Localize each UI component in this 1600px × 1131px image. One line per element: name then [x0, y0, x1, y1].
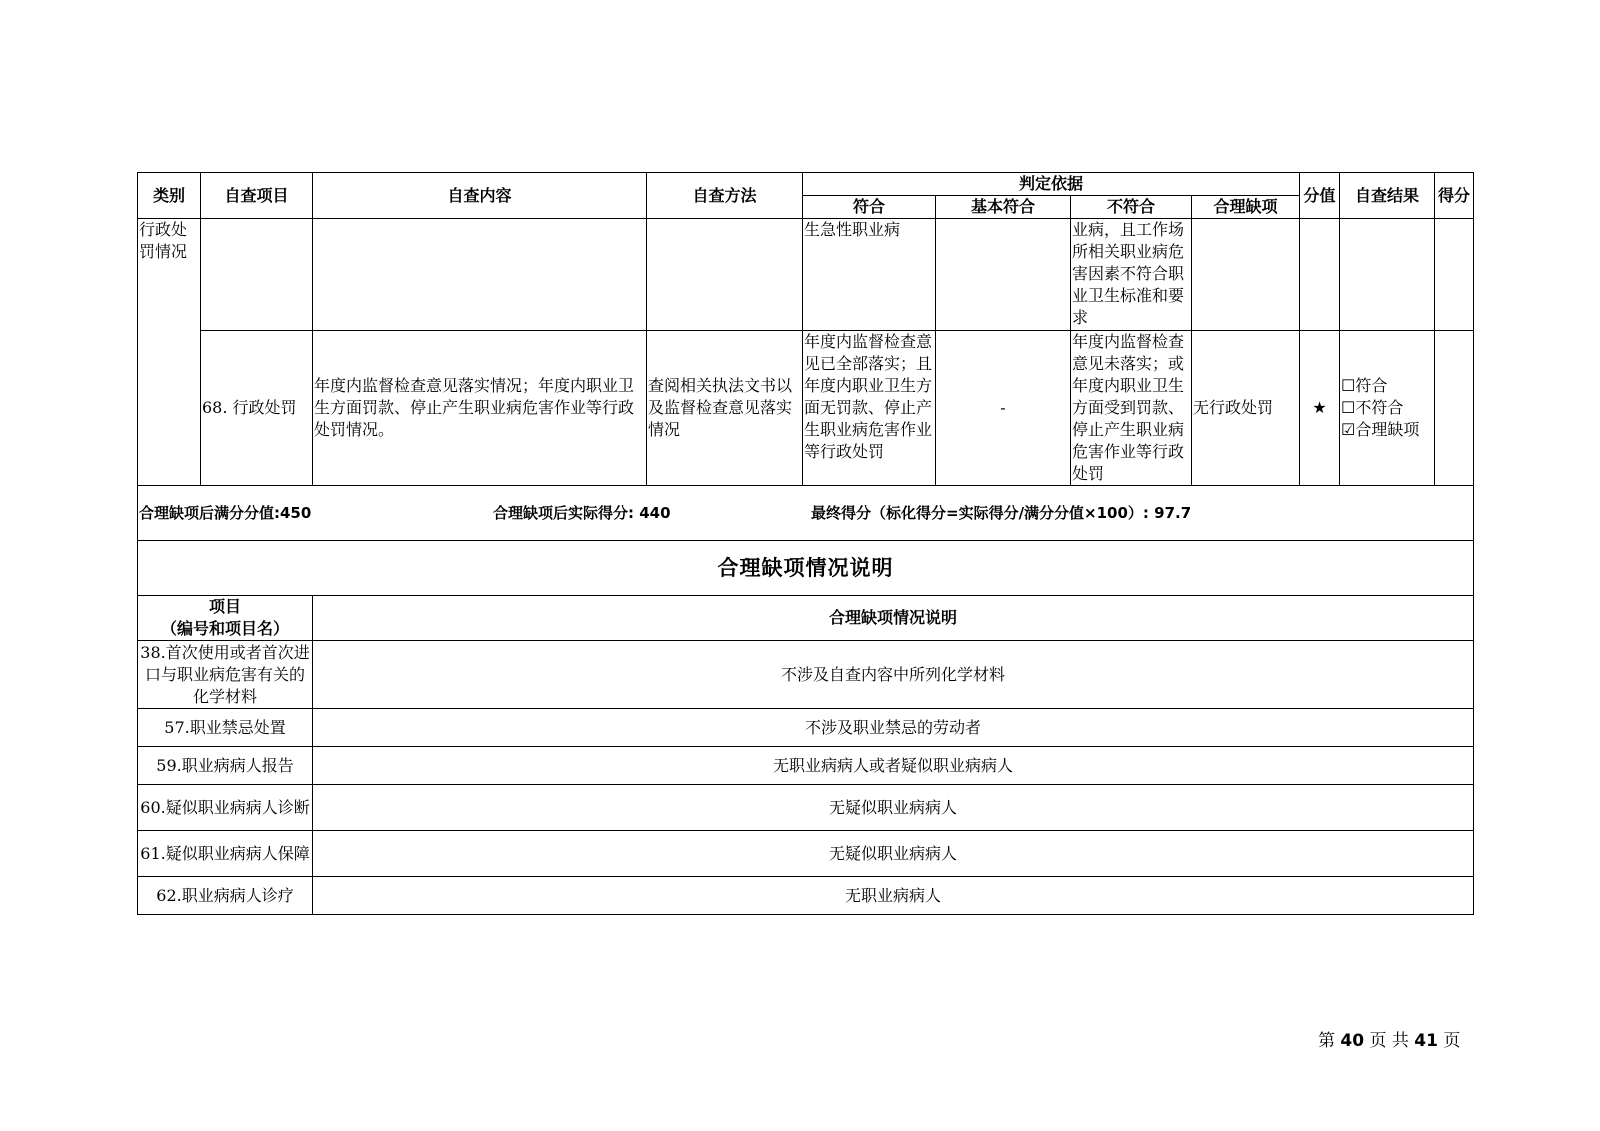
- nonconform-cell: 业病，且工作场所相关职业病危害因素不符合职业卫生标准和要求: [1071, 219, 1192, 331]
- explanation-desc: 无职业病病人: [313, 877, 1474, 915]
- score-cell: [1435, 219, 1474, 331]
- item-cell: 68. 行政处罚: [201, 331, 313, 486]
- page-footer: [1318, 1026, 1460, 1051]
- basic-conform-cell: -: [936, 331, 1071, 486]
- header-conform: 符合: [803, 196, 936, 219]
- content-cell: [313, 219, 647, 331]
- explanation-desc: 不涉及自查内容中所列化学材料: [313, 641, 1474, 709]
- header-method: 自查方法: [647, 173, 803, 219]
- actual-score-text: 合理缺项后实际得分: 440: [493, 504, 671, 522]
- table-row: [138, 219, 1474, 331]
- header-basic-conform: 基本符合: [936, 196, 1071, 219]
- explanation-row: [138, 709, 1474, 747]
- explanation-item: 59.职业病病人报告: [138, 747, 313, 785]
- header-nonconform: 不符合: [1071, 196, 1192, 219]
- basic-conform-cell: [936, 219, 1071, 331]
- explanation-desc: 不涉及职业禁忌的劳动者: [313, 709, 1474, 747]
- footer-suffix: 页: [1443, 1031, 1461, 1051]
- result-option-conform[interactable]: ☐符合: [1341, 376, 1388, 395]
- header-reasonable-missing: 合理缺项: [1192, 196, 1300, 219]
- explanation-row: [138, 785, 1474, 831]
- final-score-text: 最终得分（标化得分=实际得分/满分分值×100）: 97.7: [811, 504, 1192, 522]
- explanation-item: 62.职业病病人诊疗: [138, 877, 313, 915]
- conform-cell: 年度内监督检查意见已全部落实；且年度内职业卫生方面无罚款、停止产生职业病危害作业等行政处罚: [803, 331, 936, 486]
- explanation-desc: 无职业病病人或者疑似职业病病人: [313, 747, 1474, 785]
- explanation-row: [138, 747, 1474, 785]
- explanation-item: 38.首次使用或者首次进口与职业病危害有关的化学材料: [138, 641, 313, 709]
- full-score-text: 合理缺项后满分分值:450: [139, 504, 312, 522]
- method-cell: [647, 219, 803, 331]
- summary-cell: [138, 486, 1474, 541]
- score-value-cell: [1300, 219, 1340, 331]
- footer-total-pages: 41: [1414, 1031, 1438, 1051]
- explanation-desc: 无疑似职业病病人: [313, 785, 1474, 831]
- inspection-table: [137, 172, 1474, 915]
- explanation-header-row: [138, 596, 1474, 641]
- content-cell: 年度内监督检查意见落实情况；年度内职业卫生方面罚款、停止产生职业病危害作业等行政处罚情况。: [313, 331, 647, 486]
- explanation-item: 57.职业禁忌处置: [138, 709, 313, 747]
- explanation-header-item-line1: 项目: [208, 597, 241, 616]
- explanation-row: [138, 877, 1474, 915]
- result-cell: [1340, 331, 1435, 486]
- item-cell: [201, 219, 313, 331]
- header-result: 自查结果: [1340, 173, 1435, 219]
- category-cell: 行政处罚情况: [138, 219, 201, 486]
- table-row: [138, 331, 1474, 486]
- result-cell: [1340, 219, 1435, 331]
- header-item: 自查项目: [201, 173, 313, 219]
- footer-page-number: 40: [1340, 1031, 1365, 1051]
- header-score-value: 分值: [1300, 173, 1340, 219]
- reasonable-missing-cell: [1192, 219, 1300, 331]
- score-value-cell: ★: [1300, 331, 1340, 486]
- footer-middle: 页 共: [1369, 1031, 1409, 1051]
- header-category: 类别: [138, 173, 201, 219]
- result-option-nonconform[interactable]: ☐不符合: [1341, 398, 1404, 417]
- conform-cell: 生急性职业病: [803, 219, 936, 331]
- explanation-header-desc: 合理缺项情况说明: [313, 596, 1474, 641]
- nonconform-cell: 年度内监督检查意见未落实；或年度内职业卫生方面受到罚款、停止产生职业病危害作业等行政处罚: [1071, 331, 1192, 486]
- self-inspection-document: [137, 172, 1473, 915]
- result-option-reasonable-missing[interactable]: ☑合理缺项: [1341, 420, 1420, 439]
- explanation-title: 合理缺项情况说明: [138, 541, 1474, 596]
- explanation-row: [138, 831, 1474, 877]
- explanation-row: [138, 641, 1474, 709]
- footer-prefix: 第: [1318, 1031, 1335, 1051]
- explanation-item: 60.疑似职业病病人诊断: [138, 785, 313, 831]
- reasonable-missing-cell: 无行政处罚: [1192, 331, 1300, 486]
- header-row: [138, 173, 1474, 196]
- header-score: 得分: [1435, 173, 1474, 219]
- explanation-item: 61.疑似职业病病人保障: [138, 831, 313, 877]
- score-cell: [1435, 331, 1474, 486]
- explanation-header-item-line2: （编号和项目名）: [160, 619, 289, 638]
- explanation-title-row: [138, 541, 1474, 596]
- header-content: 自查内容: [313, 173, 647, 219]
- explanation-desc: 无疑似职业病病人: [313, 831, 1474, 877]
- explanation-header-item: [138, 596, 313, 641]
- method-cell: 查阅相关执法文书以及监督检查意见落实情况: [647, 331, 803, 486]
- summary-row: [138, 486, 1474, 541]
- header-basis: 判定依据: [803, 173, 1300, 196]
